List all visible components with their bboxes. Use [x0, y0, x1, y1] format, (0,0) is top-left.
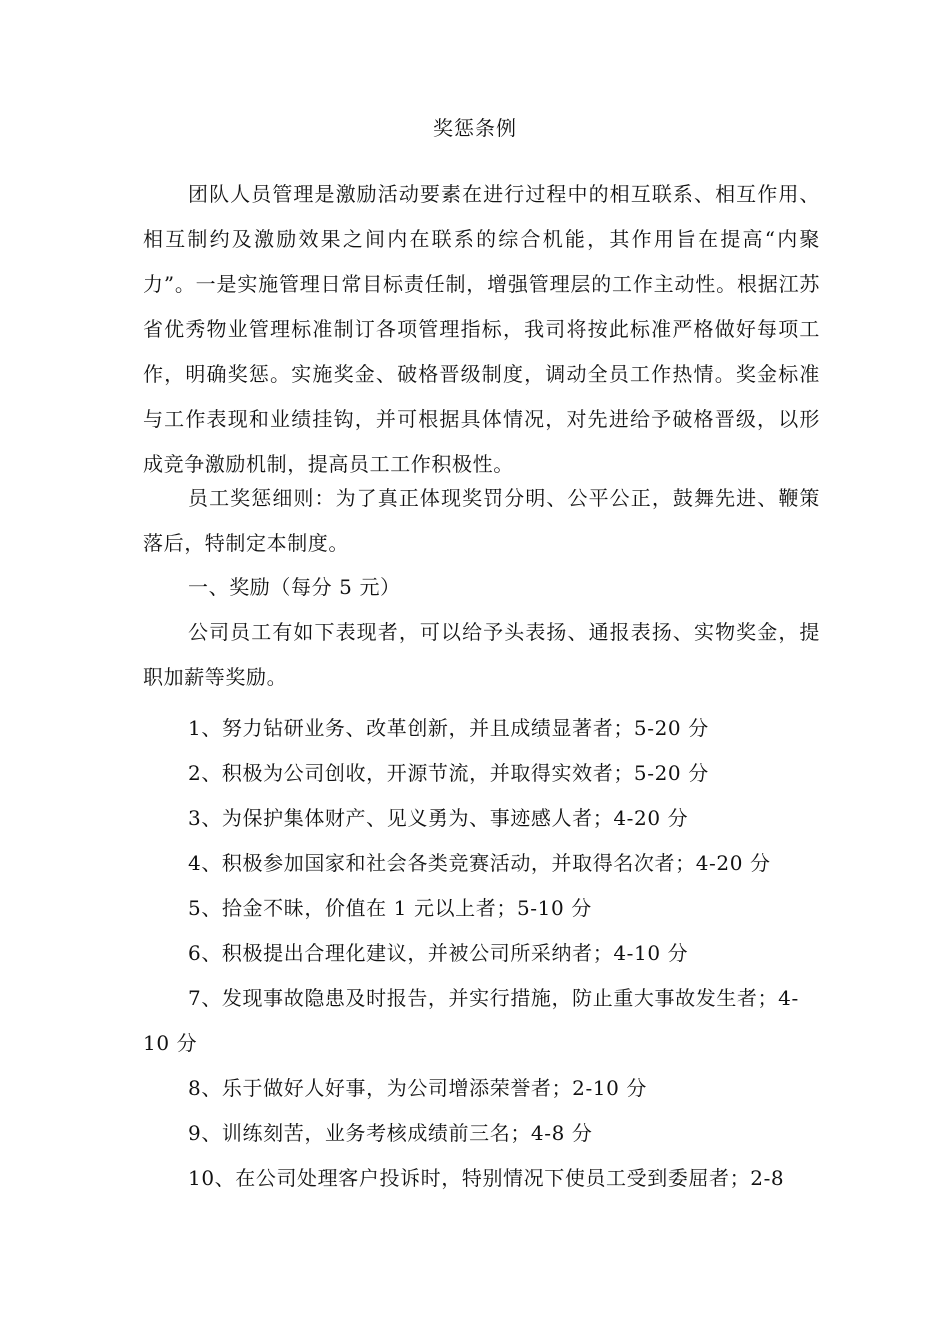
reward-item: 4、积极参加国家和社会各类竞赛活动，并取得名次者；4-20 分 [188, 851, 771, 875]
reward-item: 3、为保护集体财产、见义勇为、事迹感人者；4-20 分 [188, 806, 689, 830]
reward-intro-paragraph: 公司员工有如下表现者，可以给予头表扬、通报表扬、实物奖金，提职加薪等奖励。 [143, 620, 820, 689]
reward-item: 9、训练刻苦，业务考核成绩前三名；4-8 分 [188, 1121, 593, 1145]
reward-item: 6、积极提出合理化建议，并被公司所采纳者；4-10 分 [188, 941, 689, 965]
section-heading-rewards: 一、奖励（每分 5 元） [188, 575, 401, 599]
reward-item: 5、拾金不昧，价值在 1 元以上者；5-10 分 [188, 896, 592, 920]
reward-item: 8、乐于做好人好事，为公司增添荣誉者；2-10 分 [188, 1076, 648, 1100]
reward-item: 10、在公司处理客户投诉时，特别情况下使员工受到委屈者；2-8 [188, 1166, 785, 1190]
detail-rules-paragraph: 员工奖惩细则：为了真正体现奖罚分明、公平公正，鼓舞先进、鞭策落后，特制定本制度。 [143, 486, 820, 555]
reward-item: 7、发现事故隐患及时报告，并实行措施，防止重大事故发生者；4-10 分 [143, 986, 799, 1055]
document-title: 奖惩条例 [433, 116, 517, 140]
reward-item: 2、积极为公司创收，开源节流，并取得实效者；5-20 分 [188, 761, 709, 785]
intro-paragraph: 团队人员管理是激励活动要素在进行过程中的相互联系、相互作用、相互制约及激励效果之间内在联系的综合机能，其作用旨在提高“内聚力”。一是实施管理日常目标责任制，增强管理层的工作主动性。根据江苏省优秀物业管理标准制订各项管理指标，我司将按此标准严格做好每项工作，明确奖惩。实施奖金、破格晋级制度，调动全员工作热情。奖金标准与工作表现和业绩挂钩，并可根据具体情况，对先进给予破格晋级，以形成竞争激励机制，提高员工工作积极性。 [143, 182, 820, 476]
reward-list [143, 706, 820, 1201]
reward-item: 1、努力钻研业务、改革创新，并且成绩显著者；5-20 分 [188, 716, 709, 740]
